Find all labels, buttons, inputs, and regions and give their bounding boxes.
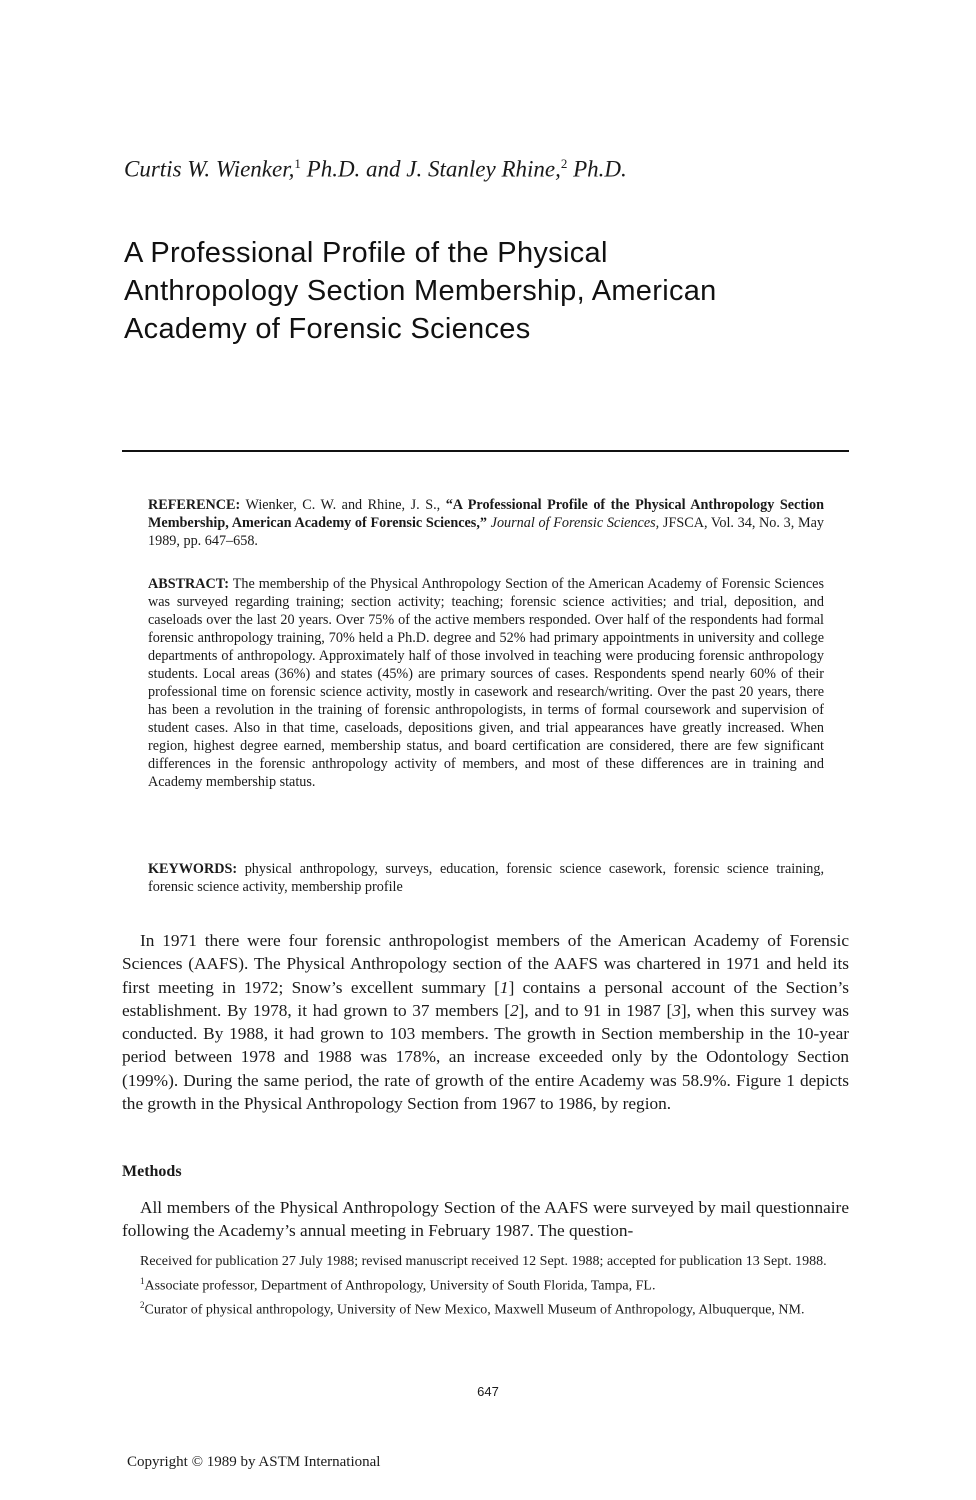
footnote-1 (122, 1272, 849, 1296)
received-note: Received for publication 27 July 1988; revised manuscript received 12 Sept. 1988; accepted for publication 13 Sept. 1988. (140, 1254, 827, 1269)
abstract-label: ABSTRACT: (148, 576, 229, 592)
footnote-2-text: Curator of physical anthropology, University of New Mexico, Maxwell Museum of Anthropology, Albuquerque, NM. (144, 1302, 805, 1318)
intro-paragraph (122, 929, 849, 1115)
author-2: Ph.D. and J. Stanley Rhine, (300, 156, 561, 182)
abstract-text: The membership of the Physical Anthropology Section of the American Academy of Forensic Sciences was surveyed regarding training; section activity; teaching; forensic science activities; and trial, deposition, and caseloads over the last 20 years. Over 75% of the active members responded. Over half of the respondents had formal forensic anthropology training, 70% held a Ph.D. degree and 52% had primary appointments in university and college departments of anthropology. Approximately half of those involved in teaching were producing forensic anthropology students. Local areas (36%) and states (45%) are primary sources of cases. Respondents spend nearly 60% of their professional time on forensic science activity, mostly in casework and research/writing. Over the past 20 years, there has been a revolution in the training of forensic anthropologists, in terms of formal coursework and supervision of student cases. Also in that time, caseloads, depositions given, and trial appearances have greatly increased. When region, highest degree earned, membership status, and board certification are considered, there are few significant differences in the forensic anthropology activity of members, and most of these differences are in training and Academy membership status. (148, 576, 824, 790)
reference-title: “A Professional Profile of the Physical Anthropology Section Membership, American Academy of Forensic Sciences,” (148, 497, 824, 531)
keywords-block (148, 860, 824, 896)
intro-text-4: ], when this survey was conducted. By 1988, it had grown to 103 members. The growth in Section membership in the 10-year period between 1978 and 1988 was 178%, an increase exceeded only by the Odontology Section (199%). During the same period, the rate of growth of the entire Academy was 58.9%. Figure 1 depicts the growth in the Physical Anthropology Section from 1967 to 1986, by region. (122, 1000, 849, 1114)
intro-text-2: ] contains a personal account of the Section’s establishment. By 1978, it had grown to 37 members [ (122, 977, 849, 1020)
citation-1: 1 (499, 977, 509, 997)
footnote-1-text: Associate professor, Department of Anthropology, University of South Florida, Tampa, FL. (144, 1278, 656, 1294)
footnote-1-mark: 1 (140, 1275, 145, 1286)
methods-paragraph: All members of the Physical Anthropology Section of the AAFS were surveyed by mail questionnaire following the Academy’s annual meeting in February 1987. The question- (122, 1198, 849, 1241)
reference-block (148, 496, 824, 550)
author-2-degree: Ph.D. (567, 156, 627, 182)
footnote-2 (122, 1296, 849, 1320)
author-2-affiliation-mark: 2 (560, 156, 568, 171)
keywords-label: KEYWORDS: (148, 861, 238, 877)
footnotes (122, 1253, 849, 1320)
abstract-block (148, 575, 824, 791)
keywords-text: physical anthropology, surveys, education, forensic science casework, forensic science training, forensic science activity, membership profile (148, 861, 824, 895)
article-title: A Professional Profile of the Physical Anthropology Section Membership, American Academy of Forensic Sciences (124, 237, 717, 345)
reference-details: JFSCA, Vol. 34, No. 3, May 1989, pp. 647–658. (148, 515, 824, 549)
reference-journal: Journal of Forensic Sciences, (486, 515, 660, 531)
intro-text-3: ], and to 91 in 1987 [ (518, 1000, 673, 1020)
author-1: Curtis W. Wienker, (124, 156, 295, 182)
author-1-affiliation-mark: 1 (294, 156, 301, 171)
citation-3: 3 (672, 1000, 681, 1020)
copyright-notice: Copyright © 1989 by ASTM International (127, 1454, 381, 1470)
footnote-2-mark: 2 (140, 1299, 145, 1310)
title-divider (122, 450, 849, 452)
author-line (124, 156, 627, 183)
page-number: 647 (477, 1384, 499, 1399)
reference-authors: Wienker, C. W. and Rhine, J. S., (240, 497, 446, 513)
citation-2: 2 (510, 1000, 519, 1020)
reference-label: REFERENCE: (148, 497, 241, 513)
methods-heading: Methods (122, 1163, 182, 1180)
intro-text-1: In 1971 there were four forensic anthropologist members of the American Academy of Forensic Sciences (AAFS). The Physical Anthropology section of the AAFS was chartered in 1971 and held its first meeting in 1972; Snow’s excellent summary [ (122, 931, 849, 997)
